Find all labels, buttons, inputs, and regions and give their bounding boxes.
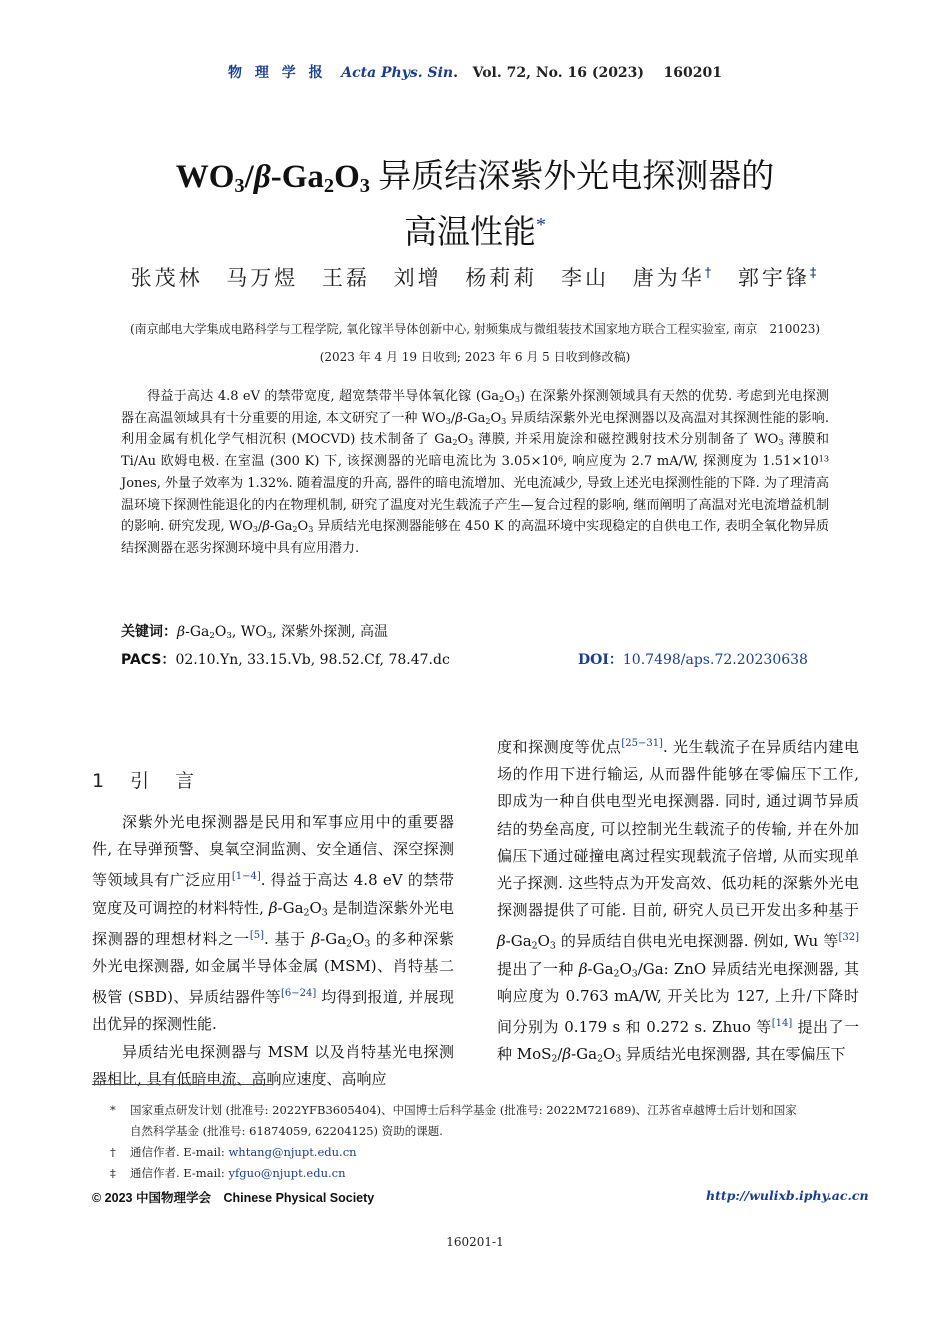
corresponding-mark: ‡ — [809, 266, 820, 281]
footnotes — [110, 1100, 850, 1184]
author: 马万煜 — [226, 266, 299, 290]
paragraph: 异质结光电探测器与 MSM 以及肖特基光电探测器相比, 具有低暗电流、高响应速度、高响应 — [92, 1042, 454, 1088]
paragraph: 深紫外光电探测器是民用和军事应用中的重要器件, 在导弹预警、臭氧空洞监测、安全通信、深空探测等领域具有广泛应用[1−4]. 得益于高达 4.8 eV 的禁带宽度及可调控的材料特性, $\beta-Ga_2O_3$ 是制造深紫外光电探测器的理想材料之一[5]. 基于 $\beta-Ga_2O_3$ 的多种深紫外光电探测器, 如金属半导体金属 (MSM)、肖特基二极管 (SBD)、异质结器件等[6−24] 均得到报道, 并展现出优异的探测性能. — [92, 813, 454, 1034]
corresponding-mark: † — [704, 266, 715, 281]
body-column-right: 度和探测度等优点[25−31]. 光生载流子在异质结内建电场的作用下进行输运, 从而器件能够在零偏压下工作, 即成为一种自供电型光电探测器. 同时, 通过调节异质结的势垒高度, 可以控制光生载流子的传输, 并在外加偏压下通过碰撞电离过程实现载流子倍增, 从而实现单光子探测. 这些特点为开发高效、低功耗的深紫外光电探测器提供了可能. 目前, 研究人员已开发出多种基于 $\beta-Ga_2O_3$ 的异质结自供电光电探测器. 例如, Wu 等[32] 提出了一种 $\beta-Ga_2O_3/Ga$: ZnO 异质结光电探测器, 其响应度为 0.763 mA/W, 开关比为 127, 上升/下降时间分别为 0.179 s 和 0.272 s. Zhuo 等[14] 提出了一种 $MoS_2/\beta-Ga_2O_3$ 异质结光电探测器, 其在零偏压下 — [497, 738, 859, 1065]
footnote-corresponding: ‡ 通信作者. E-mail: yfguo@njupt.edu.cn — [110, 1166, 346, 1180]
title-line-1: $WO_3/\beta-Ga_2O_3$ 异质结深紫外光电探测器的 — [175, 156, 775, 198]
journal-name-cn: 物 理 学 报 — [227, 65, 327, 81]
author: 王磊 — [321, 266, 370, 290]
author: 李山 — [561, 266, 610, 290]
body-column-left — [92, 809, 454, 1093]
journal-name-en: Acta Phys. Sin — [341, 65, 454, 81]
doi-link[interactable]: DOI：10.7498/aps.72.20230638 — [578, 652, 808, 668]
footnote-funding: * 国家重点研发计划 (批准号: 2022YFB3605404)、中国博士后科学基金 (批准号: 2022M721689)、江苏省卓越博士后计划和国家 自然科学基金 (批准号: 61874059, 62204125) 资助的课题. — [110, 1103, 797, 1138]
paper-title — [0, 152, 950, 257]
author: 杨莉莉 — [465, 266, 538, 290]
author: 唐为华† — [632, 266, 715, 290]
author: 张茂林 — [130, 266, 203, 290]
author: 刘增 — [393, 266, 442, 290]
title-line-2: 高温性能* — [404, 212, 546, 251]
keywords: 关键词：$\beta-Ga_2O_3$, $WO_3$, 深紫外探测, 高温 — [121, 624, 389, 642]
footnote-corresponding: † 通信作者. E-mail: whtang@njupt.edu.cn — [110, 1145, 357, 1159]
page-number: 160201-1 — [446, 1235, 504, 1249]
received-dates: (2023 年 4 月 19 日收到; 2023 年 6 月 5 日收到修改稿) — [319, 350, 631, 364]
article-number: 160201 — [663, 65, 722, 81]
journal-volume: Vol. 72, No. 16 (2023) — [472, 65, 645, 81]
author: 郭宇锋‡ — [737, 266, 820, 290]
journal-header: 物 理 学 报 Acta Phys. Sin. Vol. 72, No. 16 (2023) 160201 — [227, 65, 722, 81]
journal-url[interactable]: http://wulixb.iphy.ac.cn — [706, 1188, 869, 1203]
author-list — [0, 262, 950, 292]
email-link[interactable]: yfguo@njupt.edu.cn — [228, 1166, 346, 1180]
footnote-divider — [92, 1084, 272, 1085]
section-heading: 1 引 言 — [92, 770, 205, 792]
pacs-codes: PACS：02.10.Yn, 33.15.Vb, 98.52.Cf, 78.47.dc — [121, 652, 450, 668]
copyright: © 2023 中国物理学会 Chinese Physical Society — [92, 1191, 375, 1205]
title-funding-mark: * — [536, 214, 546, 236]
abstract: 得益于高达 4.8 eV 的禁带宽度, 超宽禁带半导体氧化镓 $(Ga_2O_3)$ 在深紫外探测领域具有天然的优势. 考虑到光电探测器在高温领域具有十分重要的用途, 本文研究了一种 $WO_3/\beta-Ga_2O_3$ 异质结深紫外光电探测器以及高温对其探测性能的影响. 利用金属有机化学气相沉积 (MOCVD) 技术制备了 $Ga_2O_3$ 薄膜, 并采用旋涂和磁控溅射技术分别制备了 $WO_3$ 薄膜和 Ti/Au 欧姆电极. 在室温 (300 K) 下, 该探测器的光暗电流比为 $3.05\times 10^6$, 响应度为 2.7 mA/W, 探测度为 $1.51\times 10^{13}$ Jones, 外量子效率为 1.32%. 随着温度的升高, 器件的暗电流增加、光电流减少, 导致上述光电探测性能的下降. 为了理清高温环境下探测性能退化的内在物理机制, 研究了温度对光生载流子产生—复合过程的影响, 继而阐明了高温对光电流增益机制的影响. 研究发现, $WO_3/\beta-Ga_2O_3$ 异质结光电探测器能够在 450 K 的高温环境中实现稳定的自供电工作, 表明全氧化物异质结探测器在恶劣探测环境中具有应用潜力. — [121, 389, 830, 556]
email-link[interactable]: whtang@njupt.edu.cn — [228, 1145, 357, 1159]
affiliation: (南京邮电大学集成电路科学与工程学院, 氧化镓半导体创新中心, 射频集成与微组装技术国家地方联合工程实验室, 南京 210023) — [129, 322, 821, 336]
